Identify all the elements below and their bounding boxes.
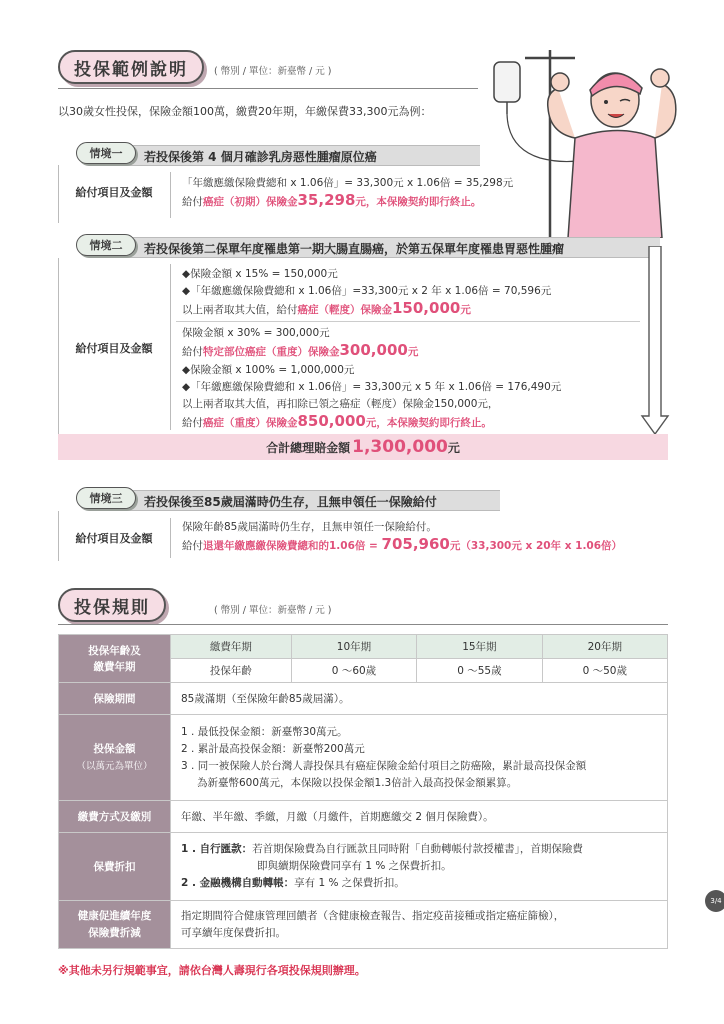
amount-header-cell xyxy=(59,715,171,801)
scenario2-label: 給付項目及金額 xyxy=(75,342,153,355)
table-row xyxy=(59,833,668,901)
divider xyxy=(58,88,478,89)
scenario2-c2: ◆「年繳應繳保險費總和 x 1.06倍」= 33,300元 x 5 年 x 1.06倍 = 176,490元 xyxy=(182,381,562,393)
total-claim-bar xyxy=(58,434,668,460)
payment-header: 繳費方式及繳別 xyxy=(59,801,171,833)
scenario2-a1: ◆保險金額 x 15% = 150,000元 xyxy=(182,268,338,280)
amount-item: 為新臺幣600萬元，本保險以投保金額1.3倍計入最高投保金額累算。 xyxy=(197,776,518,789)
term-15: 15年期 xyxy=(417,635,542,659)
term-row-header: 繳費年期 xyxy=(171,635,292,659)
discount-item-1-cont: 即與續期保險費同享有 1 % 之保費折扣。 xyxy=(257,860,452,872)
health-line: 可享續年度保費折扣。 xyxy=(181,926,286,939)
age-row-header: 投保年齡 xyxy=(171,659,292,683)
unit-note: ( 幣別 / 單位：新臺幣 / 元 ) xyxy=(214,66,332,77)
health-header-1: 健康促進續年度 xyxy=(77,909,152,922)
scenario2-c3: 以上兩者取其大值，再扣除已領之癌症（輕度）保險金150,000元， xyxy=(182,398,499,410)
age-header: 投保年齡及 繳費年期 xyxy=(59,635,171,683)
scenario1-label: 給付項目及金額 xyxy=(75,186,153,199)
amount-item: 3 . 同一被保險人於台灣人壽投保具有癌症保險金給付項目之防癌險，累計最高投保金額 xyxy=(181,759,587,772)
age-20: 0 ～50歲 xyxy=(542,659,667,683)
amount-subheader: （以萬元為單位） xyxy=(76,760,153,772)
period-value: 85歲滿期（至保險年齡85歲屆滿）。 xyxy=(171,683,668,715)
section-title-rules: 投保規則 xyxy=(58,588,166,622)
scenario2-c4: 給付癌症（重度）保險金850,000元，本保險契約即行終止。 xyxy=(182,412,492,430)
health-header-2: 保險費折減 xyxy=(88,926,141,939)
divider xyxy=(170,518,171,558)
border xyxy=(58,511,59,561)
table-row xyxy=(59,801,668,833)
scenario2-a2: ◆「年繳應繳保險費總和 x 1.06倍」=33,300元 x 2 年 x 1.06倍 = 70,596元 xyxy=(182,285,552,297)
health-value xyxy=(171,901,668,949)
amount-header: 投保金額 xyxy=(93,742,136,755)
health-line: 指定期間符合健康管理回饋者（含健康檢查報告、指定疫苗接種或指定癌症篩檢）， xyxy=(181,909,565,922)
discount-items xyxy=(171,833,668,901)
scenario3-line2: 給付退還年繳應繳保險費總和的1.06倍 = 705,960元（33,300元 x 20年 x 1.06倍） xyxy=(182,535,623,553)
divider xyxy=(176,321,640,322)
scenario3-line1: 保險年齡85歲屆滿時仍生存，且無申領任一保險給付。 xyxy=(182,521,437,533)
footnote: ※其他未另行規範事宜，請依台灣人壽現行各項投保規則辦理。 xyxy=(58,964,366,977)
scenario2-b2: 給付特定部位癌症（重度）保險金300,000元 xyxy=(182,341,419,359)
rules-table xyxy=(58,634,668,949)
scenario1-title: 若投保後第 4 個月確診乳房惡性腫瘤原位癌 xyxy=(144,150,377,164)
scenario3-title: 若投保後至85歲屆滿時仍生存，且無申領任一保險給付 xyxy=(144,495,437,509)
intro-text: 以30歲女性投保，保險金額100萬，繳費20年期，年繳保費33,300元為例： xyxy=(58,105,432,118)
amount-item: 1 . 最低投保金額：新臺幣30萬元。 xyxy=(181,725,348,738)
section-title-examples: 投保範例說明 xyxy=(58,50,204,84)
scenario3-label: 給付項目及金額 xyxy=(75,532,153,545)
discount-item-1: 1 . 自行匯款：若首期保險費為自行匯款且同時附「自動轉帳付款授權書」，首期保險費 xyxy=(181,843,583,855)
age-15: 0 ～55歲 xyxy=(417,659,542,683)
flow-arrow xyxy=(640,246,670,436)
amount-item: 2 . 累計最高投保金額：新臺幣200萬元 xyxy=(181,742,365,755)
scenario1-line2: 給付癌症（初期）保險金35,298元，本保險契約即行終止。 xyxy=(182,191,482,209)
scenario2-b1: 保險金額 x 30% = 300,000元 xyxy=(182,327,330,339)
total-unit: 元 xyxy=(447,440,460,455)
divider xyxy=(58,624,668,625)
scenario2-a3: 以上兩者取其大值，給付癌症（輕度）保險金150,000元 xyxy=(182,299,471,317)
scenario2-title: 若投保後第二保單年度罹患第一期大腸直腸癌，於第五保單年度罹患胃惡性腫瘤 xyxy=(144,242,565,256)
health-header-cell xyxy=(59,901,171,949)
table-row xyxy=(59,901,668,949)
age-10: 0 ～60歲 xyxy=(291,659,416,683)
table-row xyxy=(59,683,668,715)
border xyxy=(58,258,59,434)
total-amount: 1,300,000 xyxy=(352,437,448,457)
discount-item-2: 2 . 金融機構自動轉帳：享有 1 % 之保費折扣。 xyxy=(181,877,405,889)
scenario3-tag: 情境三 xyxy=(76,487,136,509)
patient-illustration xyxy=(480,38,710,238)
scenario2-c1: ◆保險金額 x 100% = 1,000,000元 xyxy=(182,364,355,376)
scenario1-line1: 「年繳應繳保險費總和 x 1.06倍」= 33,300元 x 1.06倍 = 35,298元 xyxy=(182,177,514,189)
page-number-badge: 3/4 xyxy=(705,890,724,912)
divider xyxy=(170,172,171,218)
scenario1-tag: 情境一 xyxy=(76,142,136,164)
unit-note-rules: ( 幣別 / 單位：新臺幣 / 元 ) xyxy=(214,605,332,616)
border xyxy=(58,165,59,223)
scenario2-tag: 情境二 xyxy=(76,234,136,256)
payment-value: 年繳、半年繳、季繳，月繳（月繳件，首期應繳交 2 個月保險費）。 xyxy=(171,801,668,833)
term-20: 20年期 xyxy=(542,635,667,659)
table-row xyxy=(59,715,668,801)
period-header: 保險期間 xyxy=(59,683,171,715)
discount-header: 保費折扣 xyxy=(59,833,171,901)
amount-items xyxy=(171,715,668,801)
total-label: 合計總理賠金額 xyxy=(266,440,351,455)
term-10: 10年期 xyxy=(291,635,416,659)
divider xyxy=(170,264,171,430)
table-row xyxy=(59,635,668,659)
